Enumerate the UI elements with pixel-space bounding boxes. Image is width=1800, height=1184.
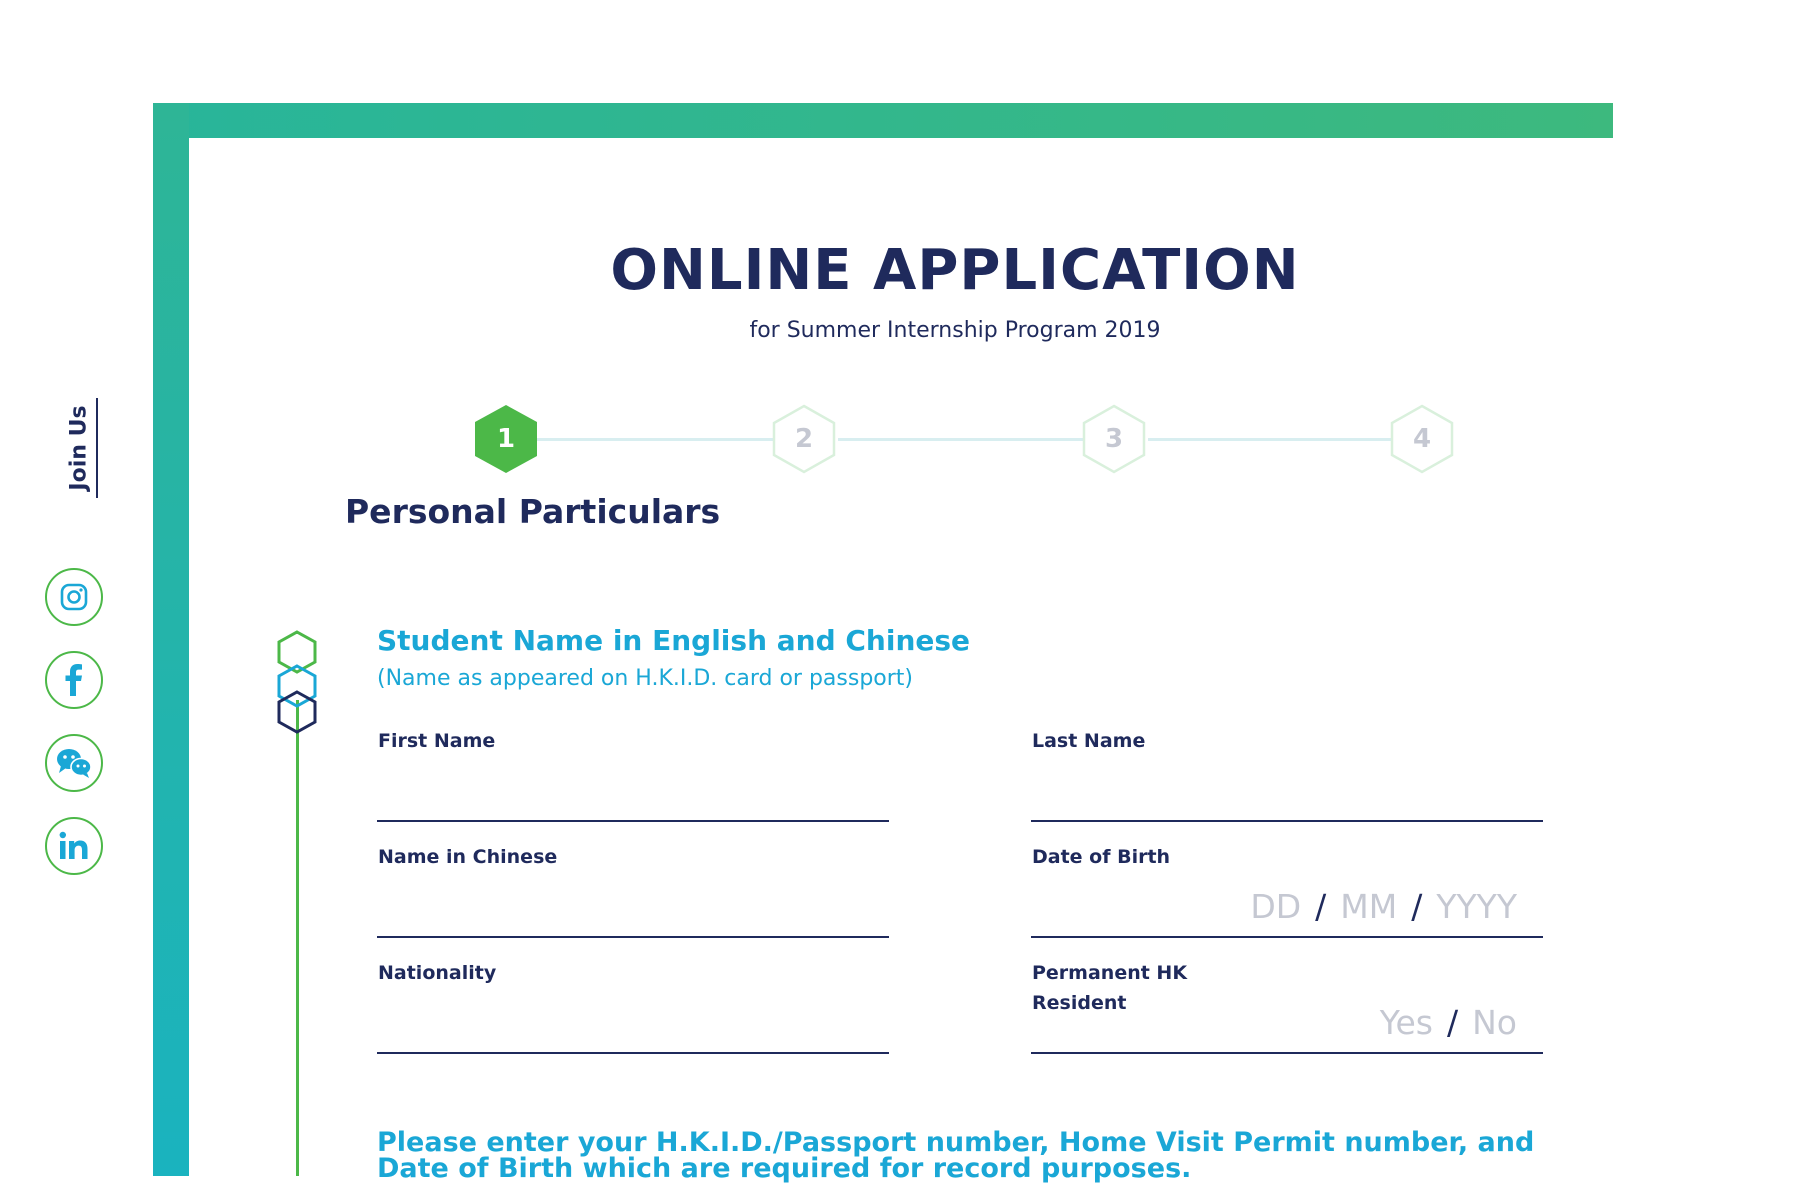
resident-yes-option[interactable]: Yes: [1379, 1003, 1433, 1042]
first-name-label: First Name: [378, 730, 496, 752]
facebook-button[interactable]: [45, 651, 103, 709]
join-us-divider: [96, 398, 98, 498]
name-chinese-field[interactable]: [377, 842, 889, 938]
input-underline: [1031, 936, 1543, 938]
step-number: 4: [1412, 424, 1432, 454]
date-of-birth-field[interactable]: [1031, 842, 1543, 938]
step-4[interactable]: [1388, 403, 1456, 475]
input-underline: [1031, 1052, 1543, 1054]
resident-no-option[interactable]: No: [1472, 1003, 1517, 1042]
step-connector: [1148, 438, 1400, 441]
first-name-field[interactable]: [377, 726, 889, 822]
input-underline: [377, 936, 889, 938]
instagram-icon: [59, 582, 89, 612]
page-subtitle: for Summer Internship Program 2019: [749, 318, 1161, 343]
facebook-icon: [59, 663, 89, 697]
linkedin-button[interactable]: [45, 817, 103, 875]
frame-left-bar: [153, 103, 189, 1176]
wechat-icon: [56, 747, 92, 779]
dob-separator: /: [1411, 887, 1423, 926]
step-number: 1: [496, 424, 516, 454]
dob-month[interactable]: MM: [1340, 887, 1398, 926]
last-name-field[interactable]: [1031, 726, 1543, 822]
name-chinese-label: Name in Chinese: [378, 846, 558, 868]
permanent-resident-label: Permanent HK Resident: [1032, 962, 1188, 1014]
nationality-label: Nationality: [378, 962, 497, 984]
option-separator: /: [1446, 1003, 1459, 1042]
hexagon-chain-icon: [274, 624, 320, 734]
step-connector: [534, 438, 782, 441]
dob-separator: /: [1315, 887, 1327, 926]
input-underline: [377, 1052, 889, 1054]
join-us-label: [60, 398, 98, 498]
input-underline: [377, 820, 889, 822]
step-2[interactable]: [770, 403, 838, 475]
nationality-field[interactable]: [377, 958, 889, 1054]
step-1[interactable]: [472, 403, 540, 475]
frame-top-bar: [153, 103, 1613, 138]
dob-day[interactable]: DD: [1250, 887, 1302, 926]
section-note: (Name as appeared on H.K.I.D. card or passport): [377, 666, 914, 691]
step-number: 2: [794, 424, 814, 454]
current-step-label: Personal Particulars: [345, 492, 721, 531]
instagram-button[interactable]: [45, 568, 103, 626]
wechat-button[interactable]: [45, 734, 103, 792]
date-of-birth-placeholder: [1250, 887, 1517, 926]
section-title: Student Name in English and Chinese: [377, 624, 971, 657]
page-title: ONLINE APPLICATION: [610, 238, 1300, 303]
permanent-resident-options: [1380, 1003, 1517, 1042]
dob-year[interactable]: YYYY: [1436, 887, 1517, 926]
id-instructions-text: Please enter your H.K.I.D./Passport number, Home Visit Permit number, and Date of Birth which are required for record purposes.: [377, 1127, 1535, 1184]
permanent-resident-field[interactable]: [1031, 958, 1543, 1054]
step-connector: [838, 438, 1092, 441]
date-of-birth-label: Date of Birth: [1032, 846, 1171, 868]
linkedin-icon: [58, 831, 90, 861]
join-us-text: Join Us: [66, 405, 92, 491]
input-underline: [1031, 820, 1543, 822]
last-name-label: Last Name: [1032, 730, 1146, 752]
step-3[interactable]: [1080, 403, 1148, 475]
timeline-line: [296, 700, 299, 1176]
step-number: 3: [1104, 424, 1124, 454]
